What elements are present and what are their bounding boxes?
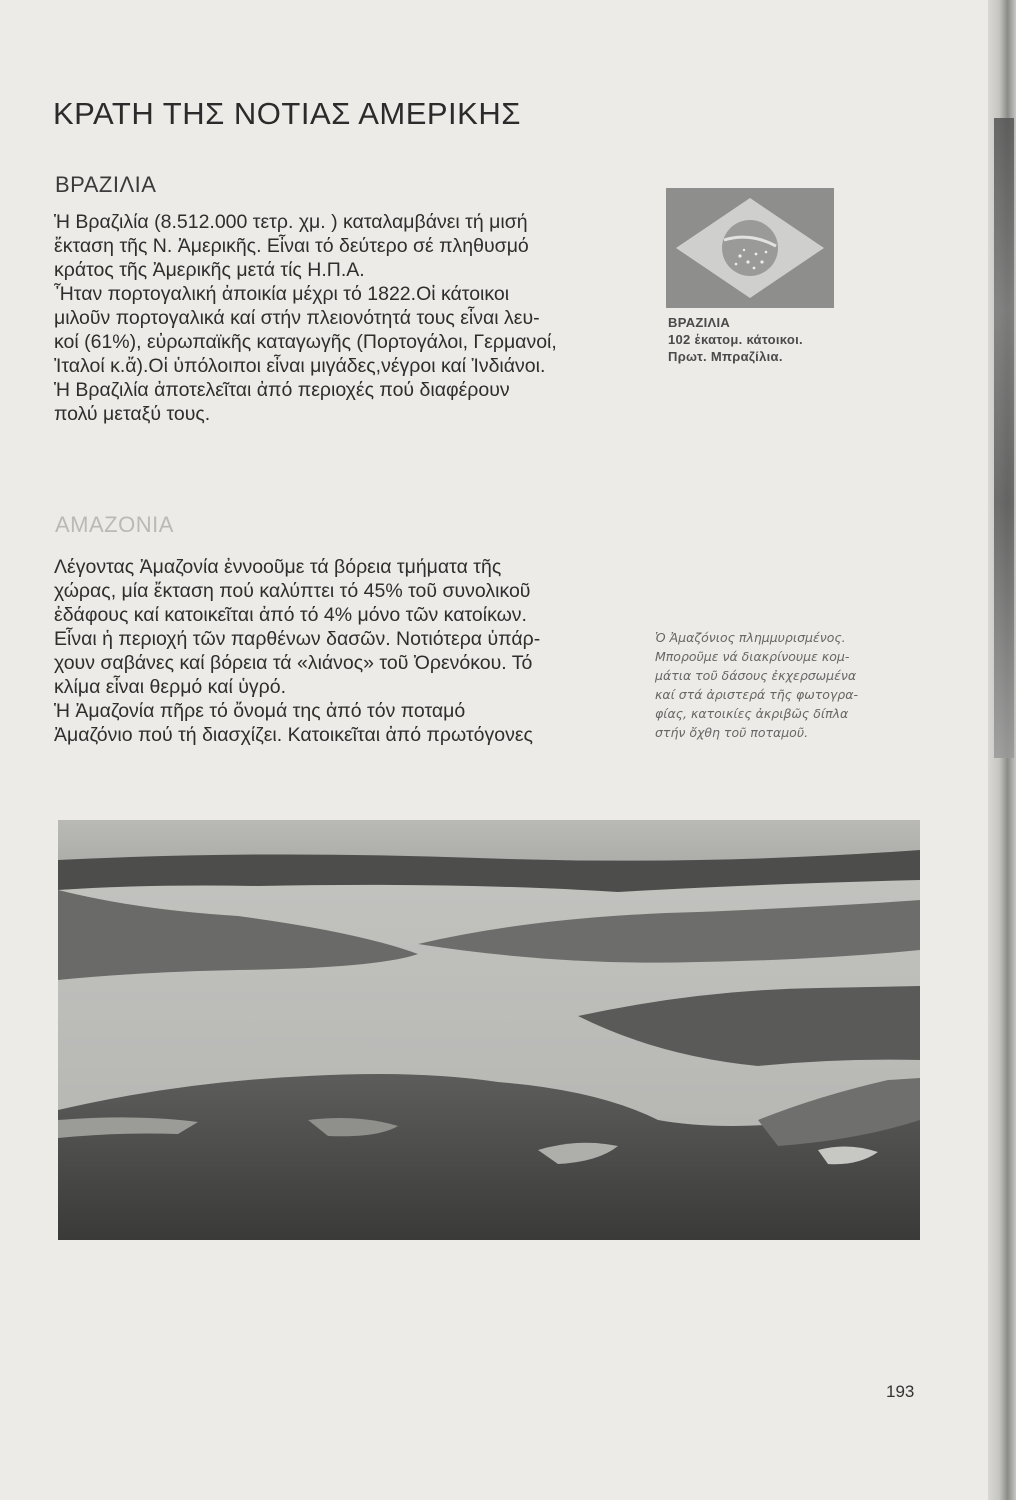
text-line: Ἡ Ἀμαζονία πῆρε τό ὄνομά της ἀπό τόν ποταμό xyxy=(54,700,466,722)
amazon-paragraph xyxy=(54,555,634,747)
text-line: ἔκταση τῆς Ν. Ἀμερικῆς. Εἶναι τό δεύτερο σέ πληθυσμό xyxy=(54,235,529,257)
page-number: 193 xyxy=(886,1382,915,1401)
caption-line: μάτια τοῦ δάσους ἐκχερσωμένα xyxy=(655,668,857,683)
text-line: κοί (61%), εὐρωπαϊκῆς καταγωγῆς (Πορτογάλοι, Γερμανοί, xyxy=(54,331,557,353)
text-line: μιλοῦν πορτογαλικά καί στήν πλειονότητά τους εἶναι λευ- xyxy=(54,307,540,329)
adjacent-page-strip xyxy=(994,118,1014,758)
caption-line: φίας, κατοικίες ἀκριβῶς δίπλα xyxy=(655,706,849,721)
text-line: πολύ μεταξύ τους. xyxy=(54,403,211,425)
text-line: ἐδάφους καί κατοικεῖται ἀπό τό 4% μόνο τῶν κατοίκων. xyxy=(54,604,527,626)
brazil-flag-icon xyxy=(666,188,834,308)
text-line: Ἦταν πορτογαλική ἀποικία μέχρι τό 1822.Οἱ κάτοικοι xyxy=(54,283,510,305)
text-line: Ἡ Βραζιλία (8.512.000 τετρ. χμ. ) καταλαμβάνει τή μισή xyxy=(54,211,528,233)
caption-line: καί στά ἀριστερά τῆς φωτογρα- xyxy=(655,687,858,702)
page-title: ΚΡΑΤΗ ΤΗΣ ΝΟΤΙΑΣ ΑΜΕΡΙΚΗΣ xyxy=(53,96,521,131)
country-name: ΒΡΑΖΙΛΙΑ xyxy=(668,315,731,330)
flag-caption xyxy=(668,314,803,365)
brazil-heading: ΒΡΑΖΙΛΙΑ xyxy=(55,172,157,197)
caption-line: Ὁ Ἀμαζόνιος πλημμυρισμένος. xyxy=(655,630,846,645)
page-edge xyxy=(988,0,1016,1500)
text-line: Ἀμαζόνιο πού τή διασχίζει. Κατοικεῖται ἀπό πρωτόγονες xyxy=(54,724,533,746)
text-line: Λέγοντας Ἀμαζονία ἐννοοῦμε τά βόρεια τμήματα τῆς xyxy=(54,556,502,578)
text-line: Εἶναι ἡ περιοχή τῶν παρθένων δασῶν. Νοτιότερα ὑπάρ- xyxy=(54,628,541,650)
text-line: Ἰταλοί κ.ἄ).Οἱ ὑπόλοιποι εἶναι μιγάδες,νέγροι καί Ἰνδιάνοι. xyxy=(54,355,546,377)
photo-caption xyxy=(655,628,915,742)
text-line: Ἡ Βραζιλία ἀποτελεῖται ἀπό περιοχές πού διαφέρουν xyxy=(54,379,510,401)
text-line: χώρας, μία ἔκταση πού καλύπτει τό 45% τοῦ συνολικοῦ xyxy=(54,580,531,602)
text-line: κλίμα εἶναι θερμό καί ὑγρό. xyxy=(54,676,286,698)
amazon-river-photo xyxy=(58,820,920,1240)
population-text: 102 ἑκατομ. κάτοικοι. xyxy=(668,332,803,347)
caption-line: στήν ὄχθη τοῦ ποταμοῦ. xyxy=(655,725,809,740)
text-line: χουν σαβάνες καί βόρεια τά «λιάνος» τοῦ Ὀρενόκου. Τό xyxy=(54,652,533,674)
amazon-heading: ΑΜΑΖΟΝΙΑ xyxy=(55,512,174,537)
caption-line: Μποροῦμε νά διακρίνουμε κομ- xyxy=(655,649,850,664)
brazil-paragraph xyxy=(54,210,629,426)
capital-text: Πρωτ. Μπραζίλια. xyxy=(668,349,783,364)
text-line: κράτος τῆς Ἀμερικῆς μετά τίς Η.Π.Α. xyxy=(54,259,365,281)
